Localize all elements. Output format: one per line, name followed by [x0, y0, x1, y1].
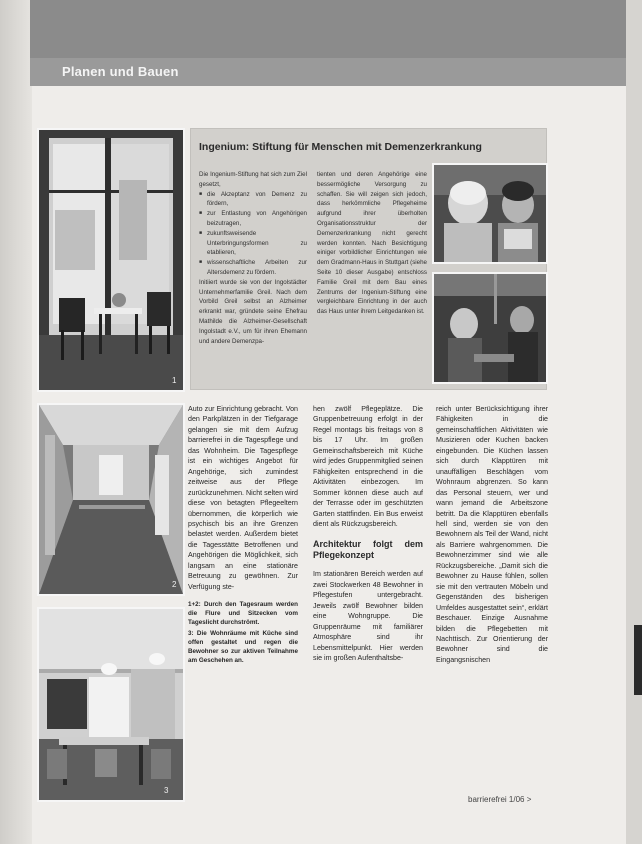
- article-subheading: Architektur folgt dem Pflegekonzept: [313, 539, 423, 561]
- next-page-edge: [626, 0, 642, 844]
- page-binding-shadow: [0, 0, 32, 844]
- article-column-2: [313, 404, 423, 664]
- info-box-column-2: [317, 170, 427, 317]
- info-box-goal: ■ zur Entlastung von Angehörigen beizutragen,: [207, 209, 307, 229]
- photo-corridor: [37, 403, 185, 596]
- article-text-2: hen zwölf Pflegeplätze. Die Gruppenbetreuung erfolgt in der Regel montags bis freitags von 8 bis 17 Uhr. Im großen Gemeinschaftsbereich mit Küche wird jedes Gruppenmitglied seinen Fähigkeiten entsprechend in die Aktivitäten einbezogen. Im Sommer können diese auch auf der Terrasse oder im geschützten Garten stattfinden. Ein Bus erweist dient als Rückzugsbereich.: [313, 405, 423, 528]
- photo-residents-activity: [432, 272, 548, 384]
- info-box-goal: ■ die Akzeptanz von Demenz zu fördern,: [207, 190, 307, 210]
- photo-caption-1-2: 1+2: Durch den Tagesraum werden die Flure und Sitzecken vom Tageslicht durchströmt.: [188, 601, 298, 627]
- photo-corridor-image: [39, 405, 183, 594]
- info-box-text-2: tienten und deren Angehörige eine bessermögliche Versorgung zu schaffen. Sie will zeigen sich jedoch, dass herkömmliche Pflegeheime aufgrund ihrer überholten Organisationsstruktur der Demenzerkrankung nicht gerecht werden konnten. Nach Besichtigung einiger vorbildlicher Einrichtungen wie dem Gradmann-Haus in Stuttgart (siehe Seite 10 dieser Ausgabe) entschloss Familie Greil mit dem Bau eines Zentrums der Ingenium-Stiftung eine vergleichbare Einrichtung in der auch das Haus unter ihrem Leitgedanken ist.: [317, 171, 427, 316]
- info-box-goal-list: [199, 190, 307, 278]
- article-text-3: Im stationären Bereich werden auf zwei Stockwerken 48 Bewohner in Pflegestufen untergebracht. Jeweils zwölf Bewohner bilden eine Wohngruppe. Die Gruppenräume mit familiärer Atmosphäre sind ihr Lebensmittelpunkt. Hier werden sie im großen Aufenthaltsbe-: [313, 570, 423, 663]
- article-text-1: Auto zur Einrichtung gebracht. Von den Parkplätzen in der Tiefgarage gelangen sie mit dem Aufzug barrierefrei in die Tagespflege und das Wohnheim. Die Tagespflege ist ein wichtiges Angebot für Angehörige, sich zumindest zeitweise aus der Pflege zurückzunehmen. Nicht selten wird diese von betagten Pflegeeltern übernommen, die körperlich wie psychisch bis an ihre Grenzen belastet werden. Außerdem bietet die Tagesstätte Betroffenen und Angehörigen die Möglichkeit, sich langsam an eine stationäre Betreuung zu gewöhnen. Zur Verfügung ste-: [188, 405, 299, 591]
- photo-captions: [188, 600, 298, 665]
- photo-day-room: [37, 128, 185, 392]
- photo-residents-smiling: [432, 163, 548, 264]
- photo-day-room-image: [39, 130, 183, 390]
- photo-kitchen-image: [39, 609, 183, 800]
- article-column-3: [436, 404, 548, 665]
- photo-number-1: 1: [172, 376, 177, 385]
- page-tab-marker: [634, 625, 642, 695]
- article-text-4: reich unter Berücksichtigung ihrer Fähigkeiten in die gemeinschaftlichen Aktivitäten wie Musizieren oder Kuchen backen eingebunden. Die Küchen lassen sich durch Klapptüren mit unauffälligen Beschlägen vom Wohnraum abgrenzen. So kann das Personal steuern, wer und wann jemand die Arbeitszone betritt. Da die Klapptüren ebenfalls hell sind, werden sie von den Bewohnern als Teil der Wand, nicht als Barriere wahrgenommen. Die Bewohnerzimmer sind wie alle Rückzugsbereiche. „Damit sich die Bewohner zu Hause fühlen, sollen sie mit den vertrauten Möbeln und Gegenständen des bisherigen Umfeldes ausgestattet sein“, erklärt Beschauer. Einzige Ausnahme bilden die Pflegebetten mit Nachttisch. Zur Orientierung der Bewohner sind die Eingangsnischen: [436, 405, 548, 664]
- info-box-goal: ■ zukunftsweisende Unterbringungsformen zu etablieren,: [207, 229, 307, 258]
- section-title: Planen und Bauen: [62, 64, 179, 79]
- photo-number-2: 2: [172, 580, 177, 589]
- photo-caption-3: 3: Die Wohnräume mit Küche sind offen gestaltet und regen die Bewohner so zur aktiven Teilnahme am Geschehen an.: [188, 630, 298, 665]
- info-box-title: Ingenium: Stiftung für Menschen mit Demenzerkrankung: [199, 141, 482, 153]
- article-column-1: [188, 404, 298, 667]
- info-box-intro: Die Ingenium-Stiftung hat sich zum Ziel gesetzt,: [199, 171, 307, 188]
- info-box-goal: ■ wissenschaftliche Arbeiten zur Altersdemenz zu fördern.: [207, 258, 307, 278]
- info-box-column-1: [199, 170, 307, 346]
- info-box-text-1: Initiiert wurde sie von der Ingolstädter Unternehmerfamilie Greil. Nach dem Vorbild Greil selbst an Alzheimer erkrankt war, gründete seine Ehefrau Mathilde die Alzheimer-Gesellschaft Ingolstadt e.V., um für ihren Ehemann und andere Demenzpa-: [199, 278, 307, 345]
- photo-kitchen: [37, 607, 185, 802]
- page-footer: barrierefrei 1/06 >: [468, 795, 532, 804]
- photo-residents-smiling-image: [434, 165, 546, 262]
- photo-number-3: 3: [164, 786, 169, 795]
- photo-residents-activity-image: [434, 274, 546, 382]
